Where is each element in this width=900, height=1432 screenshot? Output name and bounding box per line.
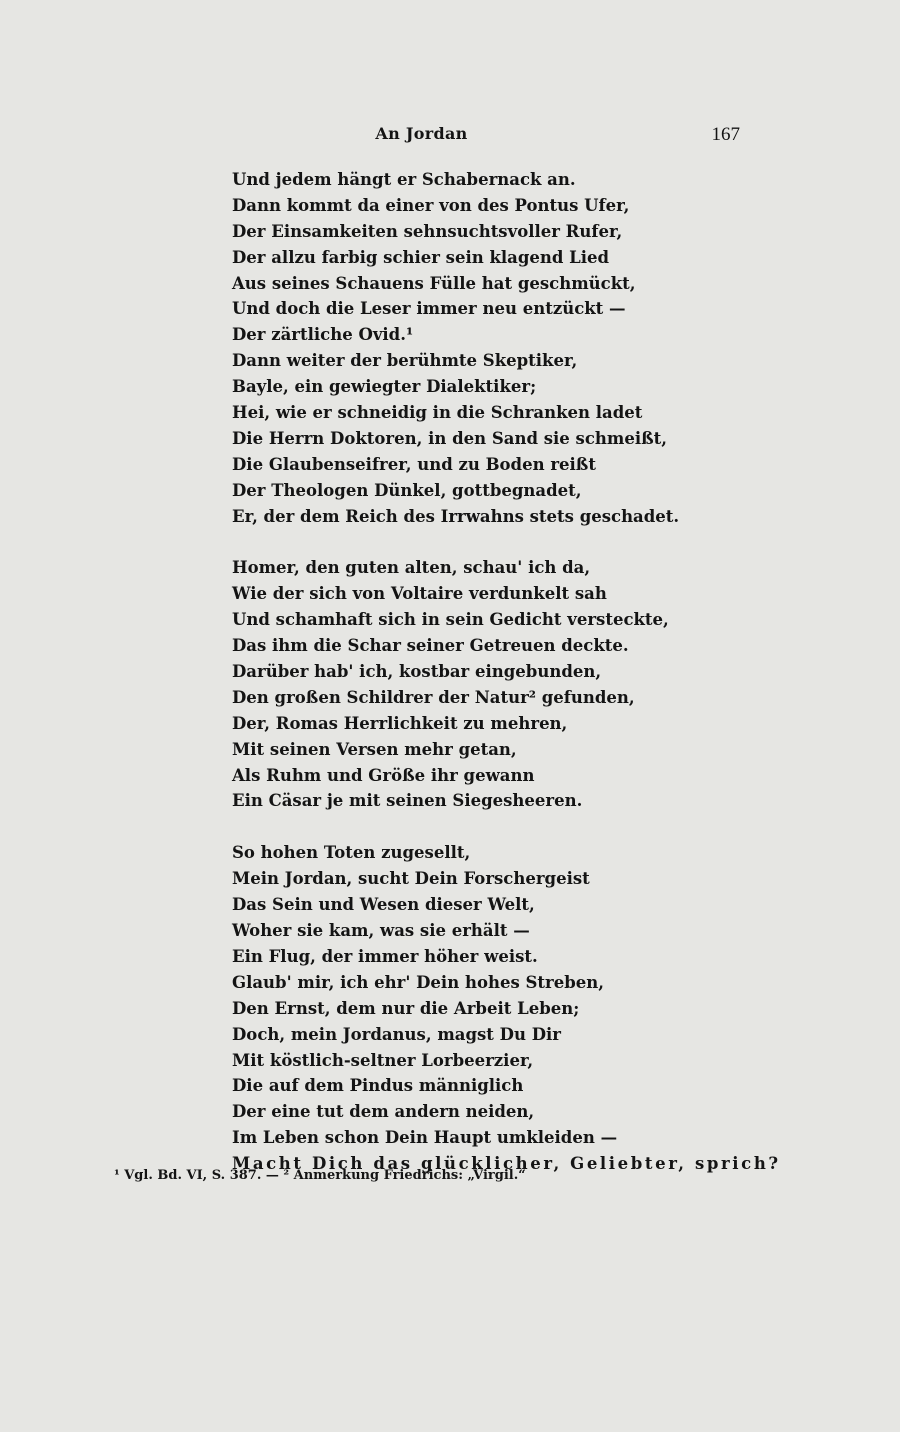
- poem-line: Und schamhaft sich in sein Gedicht versteckte,: [232, 610, 669, 630]
- poem-line: Wie der sich von Voltaire verdunkelt sah: [232, 584, 607, 604]
- poem-line: Aus seines Schauens Fülle hat geschmückt,: [232, 273, 636, 293]
- poem-line: Die Glaubenseifrer, und zu Boden reißt: [232, 454, 596, 474]
- poem-line: Das ihm die Schar seiner Getreuen deckte.: [232, 636, 629, 656]
- poem-line: Und doch die Leser immer neu entzückt —: [232, 299, 626, 319]
- running-head: [0, 124, 900, 148]
- poem-line: Den großen Schildrer der Natur² gefunden,: [232, 687, 635, 707]
- poem-line: Den Ernst, dem nur die Arbeit Leben;: [232, 998, 580, 1018]
- poem-line: Und jedem hängt er Schabernack an.: [232, 170, 576, 189]
- poem-line: Das Sein und Wesen dieser Welt,: [232, 895, 535, 915]
- poem-line: Die auf dem Pindus männiglich: [232, 1076, 524, 1096]
- poem: [232, 167, 781, 1203]
- poem-line: Glaub' mir, ich ehr' Dein hohes Streben,: [232, 972, 604, 992]
- poem-line: Darüber hab' ich, kostbar eingebunden,: [232, 662, 602, 682]
- poem-line: Der allzu farbig schier sein klagend Lied: [232, 247, 610, 267]
- running-title: An Jordan: [375, 124, 468, 143]
- poem-line: Dann kommt da einer von des Pontus Ufer,: [232, 195, 630, 215]
- poem-line: Er, der dem Reich des Irrwahns stets geschadet.: [232, 506, 680, 526]
- stanza-2: [232, 555, 669, 814]
- poem-line: Macht Dich das glücklicher, Geliebter, sprich?: [232, 1154, 781, 1174]
- stanza-1: [232, 167, 680, 529]
- poem-line: Ein Flug, der immer höher weist.: [232, 946, 538, 966]
- poem-line: Woher sie kam, was sie erhält —: [232, 921, 530, 941]
- stanza-3: [232, 840, 781, 1177]
- poem-line: Im Leben schon Dein Haupt umkleiden —: [232, 1128, 618, 1148]
- poem-line: Als Ruhm und Größe ihr gewann: [232, 765, 535, 785]
- poem-line: Der eine tut dem andern neiden,: [232, 1102, 535, 1122]
- page-number: 167: [711, 124, 740, 145]
- poem-line: Doch, mein Jordanus, magst Du Dir: [232, 1024, 561, 1044]
- poem-line: So hohen Toten zugesellt,: [232, 843, 471, 863]
- poem-line: Homer, den guten alten, schau' ich da,: [232, 558, 591, 578]
- footnotes: ¹ Vgl. Bd. VI, S. 387. — ² Anmerkung Friedrichs: „Virgil.“: [114, 1168, 526, 1183]
- poem-line: Hei, wie er schneidig in die Schranken ladet: [232, 403, 643, 423]
- poem-line: Mein Jordan, sucht Dein Forschergeist: [232, 869, 590, 889]
- poem-line: Der Einsamkeiten sehnsuchtsvoller Rufer,: [232, 221, 623, 241]
- poem-line: Ein Cäsar je mit seinen Siegesheeren.: [232, 791, 583, 811]
- poem-line: Mit köstlich-seltner Lorbeerzier,: [232, 1050, 534, 1070]
- poem-line: Die Herrn Doktoren, in den Sand sie schmeißt,: [232, 428, 668, 448]
- poem-line: Der Theologen Dünkel, gottbegnadet,: [232, 480, 582, 500]
- poem-line: Mit seinen Versen mehr getan,: [232, 739, 517, 759]
- poem-line: Bayle, ein gewiegter Dialektiker;: [232, 377, 537, 397]
- poem-line: Der zärtliche Ovid.¹: [232, 325, 414, 345]
- poem-line: Dann weiter der berühmte Skeptiker,: [232, 351, 578, 371]
- poem-line: Der, Romas Herrlichkeit zu mehren,: [232, 713, 568, 733]
